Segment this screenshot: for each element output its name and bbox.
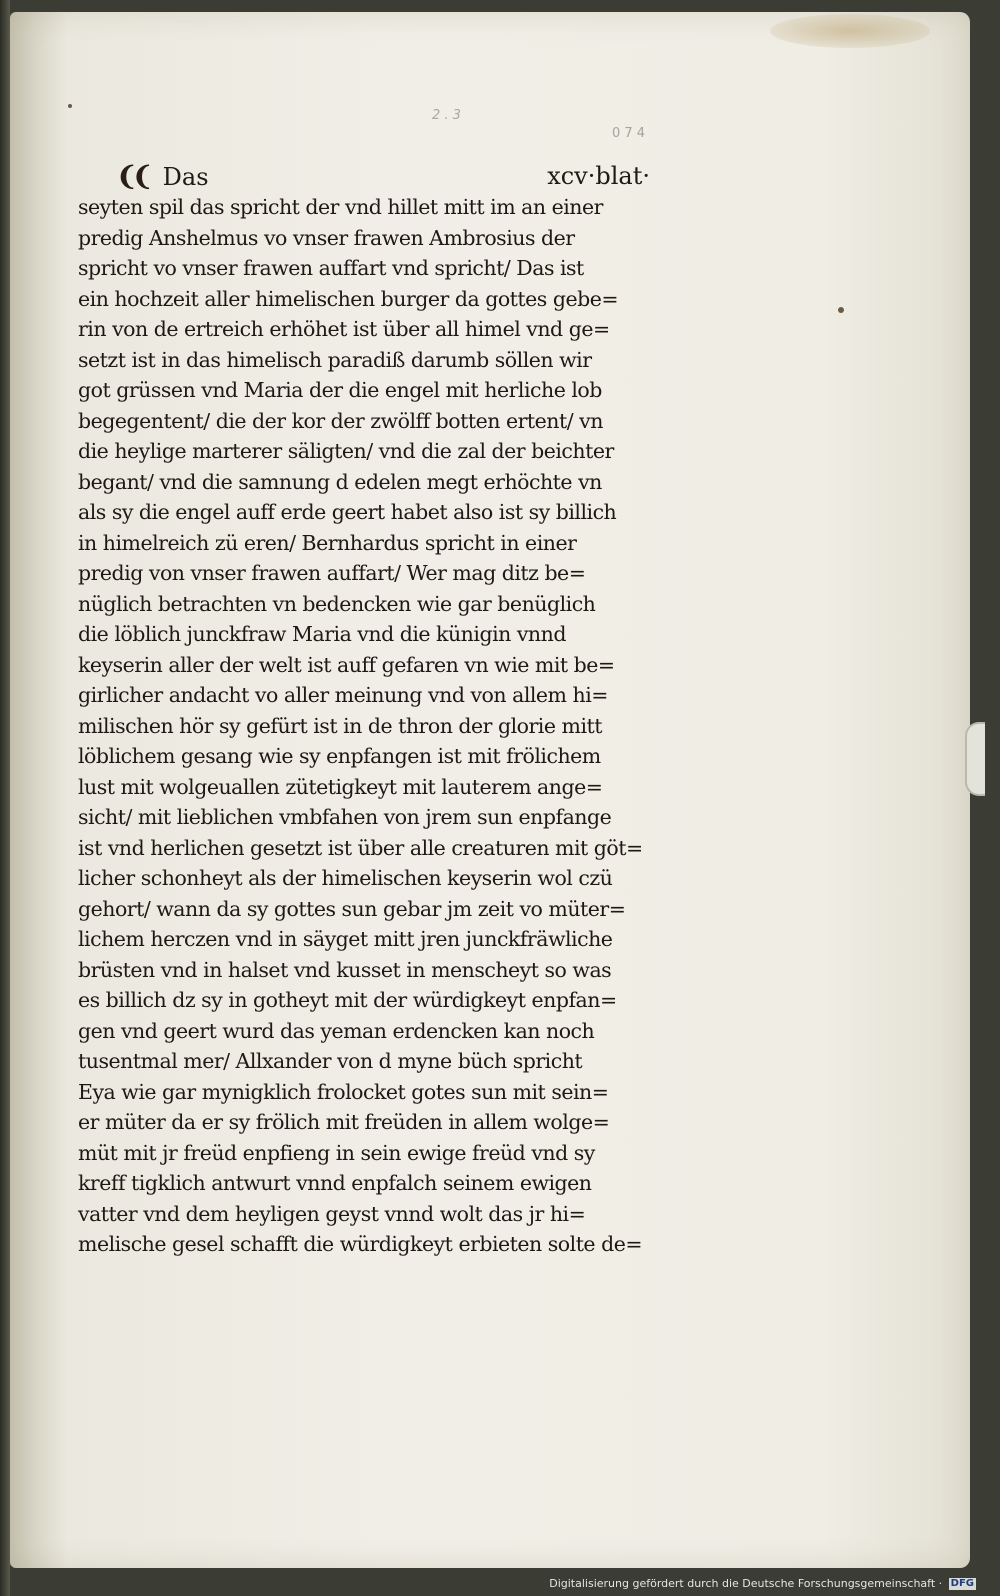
text-line: milischen hör sy gefürt ist in de thron der glorie mitt (78, 713, 602, 738)
text-line: predig Anshelmus vo vnser frawen Ambrosius der (78, 225, 575, 250)
text-line: ein hochzeit aller himelischen burger da gottes gebe= (78, 286, 619, 311)
text-line: kreff tigklich antwurt vnnd enpfalch seinem ewigen (78, 1171, 592, 1195)
text-line: es billich dz sy in gotheyt mit der würdigkeyt enpfan= (78, 988, 617, 1012)
text-line: sicht/ mit lieblichen vmbfahen von jrem sun enpfange (78, 805, 612, 829)
text-line: müt mit jr freüd enpfieng in sein ewige freüd vnd sy (78, 1140, 595, 1165)
text-line: die löblich junckfraw Maria vnd die künigin vnnd (78, 622, 566, 646)
ink-spot (68, 104, 72, 108)
text-line: vatter vnd dem heyligen geyst vnnd wolt das jr hi= (78, 1201, 586, 1226)
text-line: keyserin aller der welt ist auff gefaren vn wie mit be= (78, 652, 615, 677)
text-line: gen vnd geert wurd das yeman erdencken kan noch (78, 1018, 595, 1043)
pencil-note: 2 . 3 (432, 108, 461, 123)
text-line: Eya wie gar mynigklich frolocket gotes sun mit sein= (78, 1079, 609, 1104)
text-block (78, 192, 690, 1260)
text-line: rin von de ertreich erhöhet ist über all himel vnd ge= (78, 317, 610, 341)
text-line: er müter da er sy frölich mit freüden in allem wolge= (78, 1110, 610, 1134)
text-line: in himelreich zü eren/ Bernhardus spricht in einer (78, 530, 577, 555)
paragraph-mark-icon: ❨❨ (116, 162, 148, 192)
text-line: setzt ist in das himelisch paradiß darumb söllen wir (78, 347, 592, 372)
running-header (116, 162, 650, 196)
text-line: nüglich betrachten vn bedencken wie gar benüglich (78, 591, 596, 616)
text-line: predig von vnser frawen auffart/ Wer mag ditz be= (78, 561, 586, 585)
folio-number: xcv·blat· (547, 162, 650, 190)
text-line: lust mit wolgeuallen zütetigkeyt mit lauterem ange= (78, 774, 603, 799)
paper-stain (770, 14, 930, 48)
text-line: gehort/ wann da sy gottes sun gebar jm zeit vo müter= (78, 896, 626, 921)
manuscript-number: 0 7 4 (612, 126, 646, 141)
header-word: Das (162, 163, 209, 191)
text-line: licher schonheyt als der himelischen keyserin wol czü (78, 866, 613, 890)
text-line: löblichem gesang wie sy enpfangen ist mit frölichem (78, 744, 601, 768)
text-line: got grüssen vnd Maria der die engel mit herliche lob (78, 378, 602, 402)
text-line: lichem herczen vnd in säyget mitt jren junckfräwliche (78, 927, 613, 951)
text-line: begant/ vnd die samnung d edelen megt erhöchte vn (78, 469, 602, 494)
text-line: seyten spil das spricht der vnd hillet mitt im an einer (78, 195, 603, 219)
book-fore-edge (0, 0, 10, 1596)
funding-credit: Digitalisierung gefördert durch die Deutsche Forschungsgemeinschaft · (549, 1577, 943, 1590)
text-line: tusentmal mer/ Allxander von d myne büch spricht (78, 1049, 583, 1073)
text-line: melische gesel schafft die würdigkeyt erbieten solte de= (78, 1232, 643, 1256)
text-line: als sy die engel auff erde geert habet also ist sy billich (78, 500, 617, 524)
text-line: spricht vo vnser frawen auffart vnd spricht/ Das ist (78, 256, 584, 280)
text-line: die heylige marterer säligten/ vnd die zal der beichter (78, 439, 614, 463)
dfg-logo: DFG (950, 1578, 974, 1589)
text-line: begegentent/ die der kor der zwölff botten ertent/ vn (78, 408, 603, 433)
text-line: ist vnd herlichen gesetzt ist über alle creaturen mit göt= (78, 835, 643, 860)
text-line: brüsten vnd in halset vnd kusset in menscheyt so was (78, 957, 612, 982)
footer-credit (549, 1574, 976, 1594)
text-line: girlicher andacht vo aller meinung vnd von allem hi= (78, 683, 608, 707)
ink-spot (838, 307, 844, 313)
page-clip (965, 722, 985, 796)
